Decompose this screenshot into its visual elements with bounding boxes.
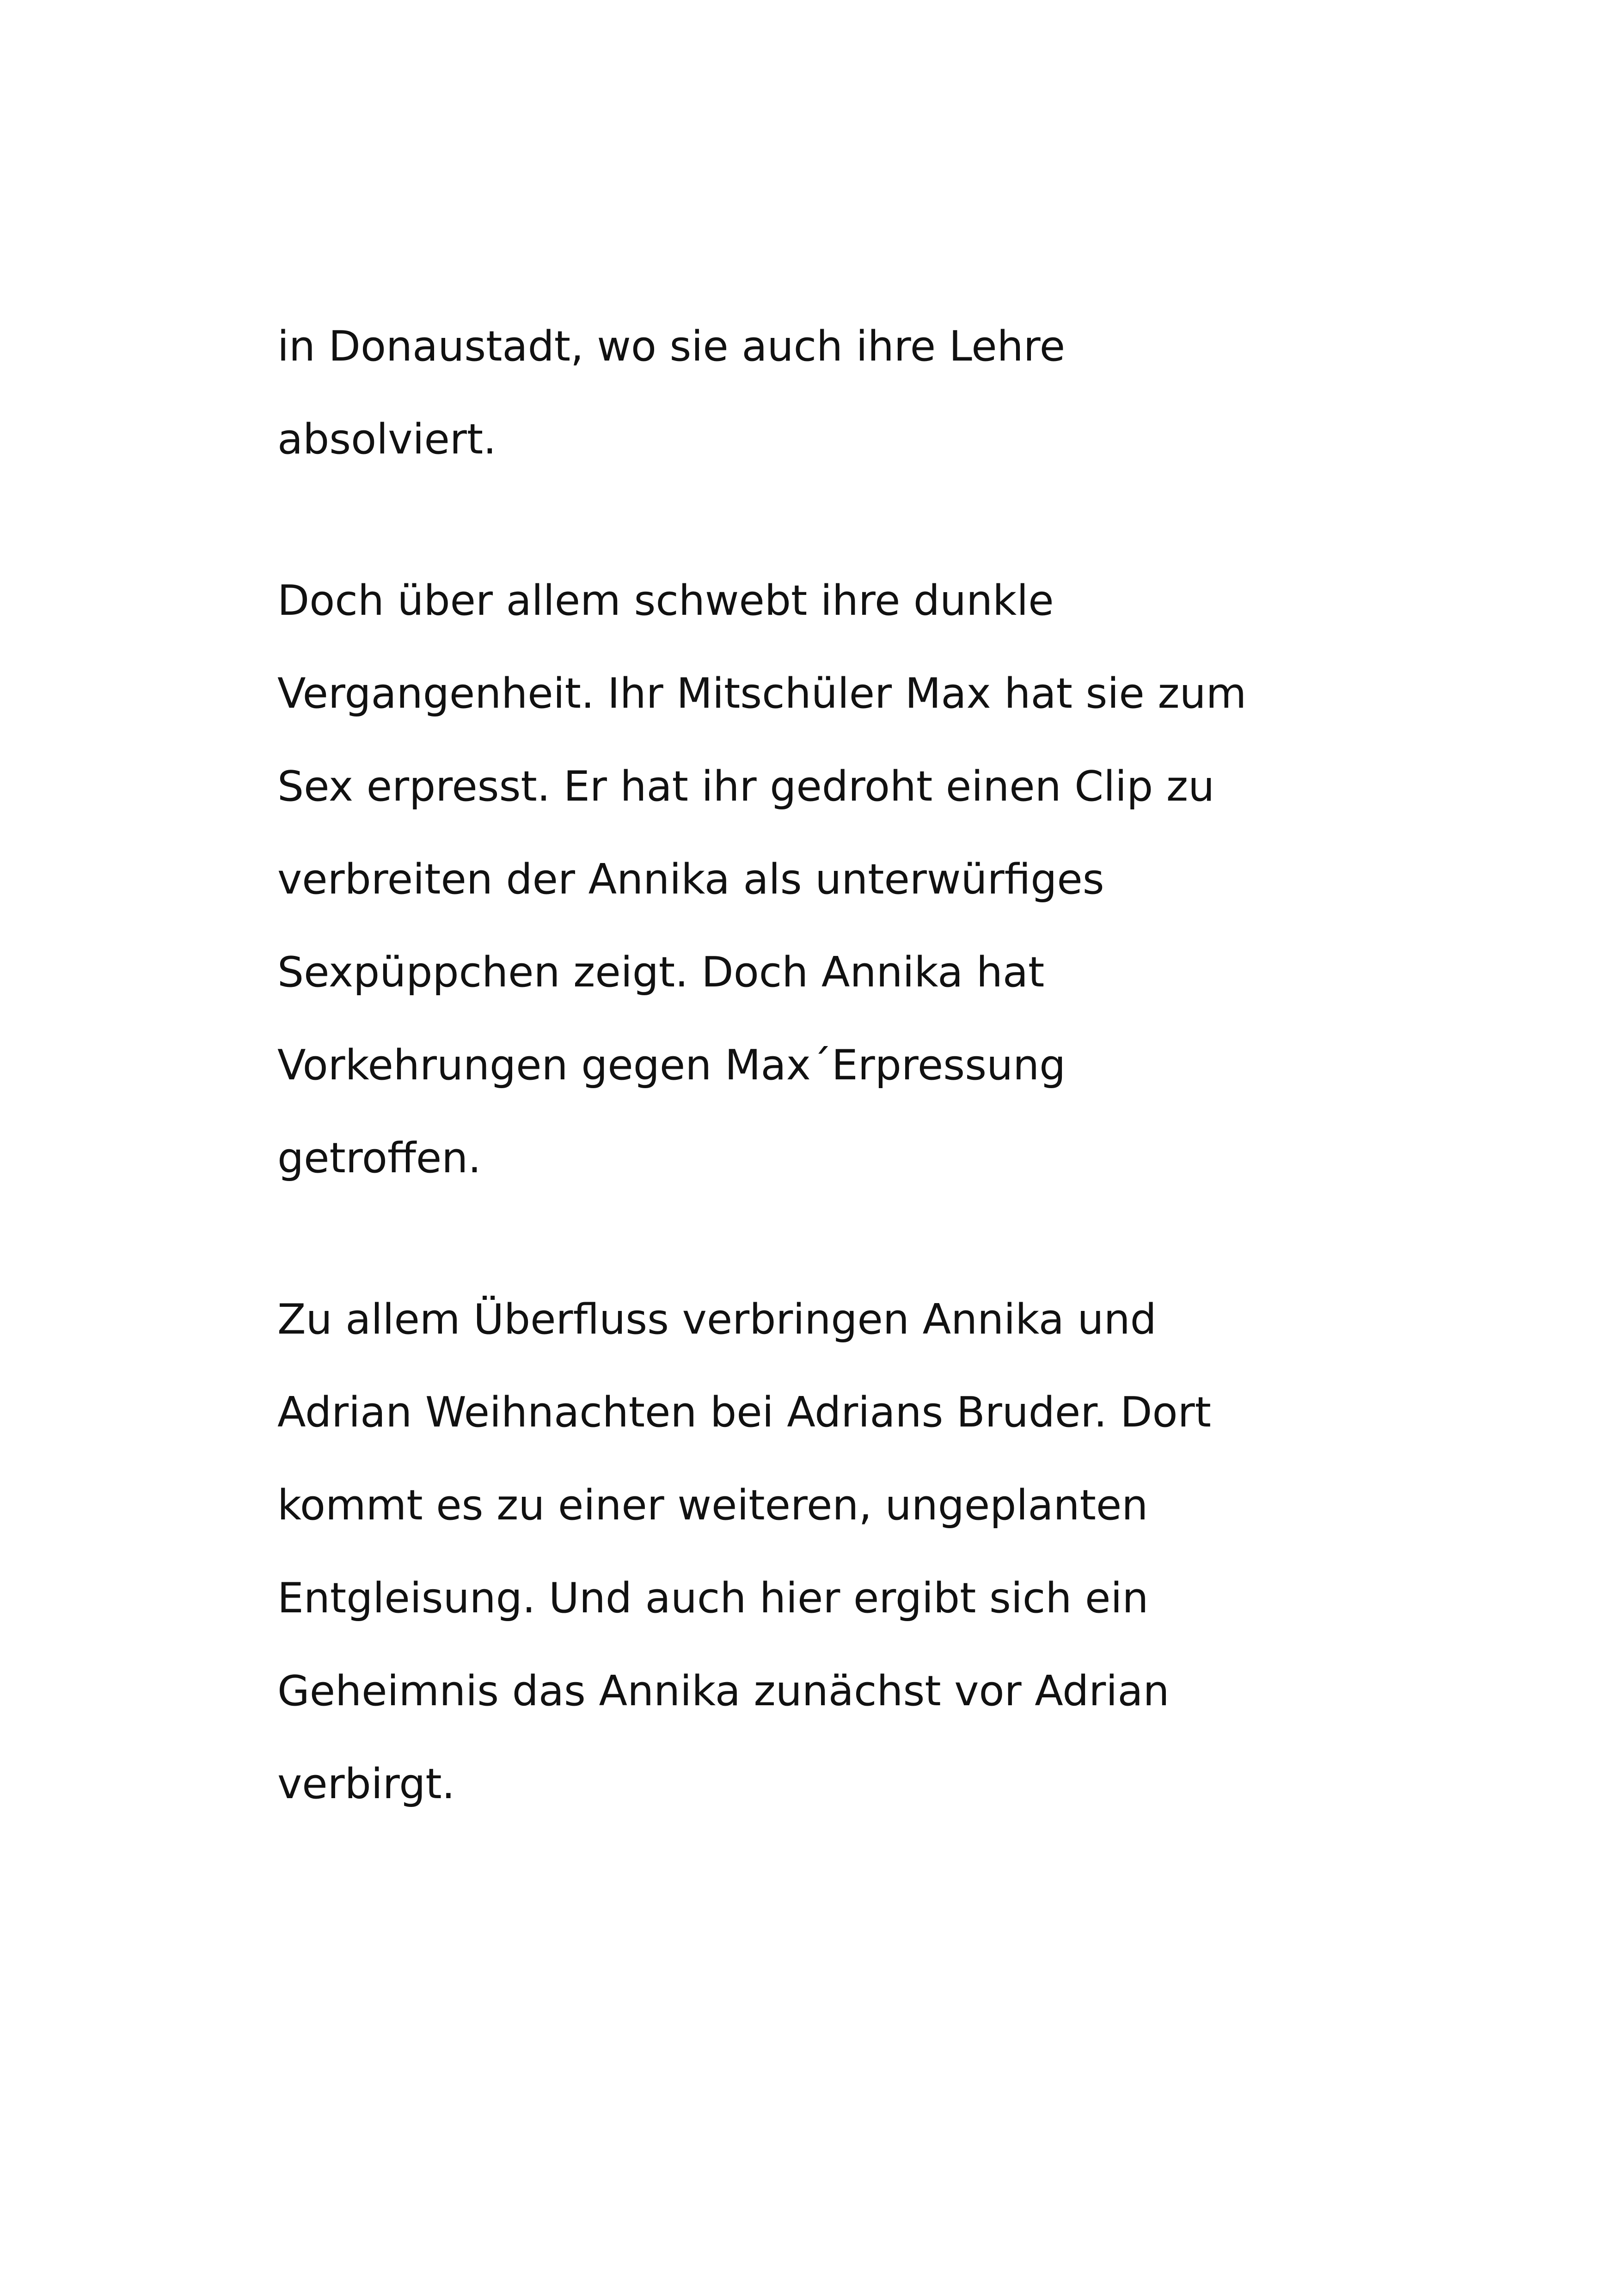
text-line: Adrian Weihnachten bei Adrians Bruder. Dort <box>277 1388 1211 1437</box>
text-line: Vergangenheit. Ihr Mitschüler Max hat sie zum <box>277 669 1247 718</box>
text-line: verbirgt. <box>277 1760 455 1808</box>
text-line: absolviert. <box>277 415 496 464</box>
text-line: Doch über allem schwebt ihre dunkle <box>277 576 1054 625</box>
text-line: Vorkehrungen gegen Max´Erpressung <box>277 1041 1066 1090</box>
text-line: Sex erpresst. Er hat ihr gedroht einen Clip zu <box>277 762 1215 811</box>
text-line: verbreiten der Annika als unterwürfiges <box>277 855 1104 904</box>
text-line: in Donaustadt, wo sie auch ihre Lehre <box>277 322 1066 371</box>
text-line: Geheimnis das Annika zunächst vor Adrian <box>277 1667 1170 1715</box>
text-line: getroffen. <box>277 1134 481 1182</box>
text-line: Zu allem Überfluss verbringen Annika und <box>277 1295 1157 1344</box>
text-line: Sexpüppchen zeigt. Doch Annika hat <box>277 948 1045 997</box>
text-line: Entgleisung. Und auch hier ergibt sich ein <box>277 1574 1149 1623</box>
text-line: kommt es zu einer weiteren, ungeplanten <box>277 1481 1148 1530</box>
